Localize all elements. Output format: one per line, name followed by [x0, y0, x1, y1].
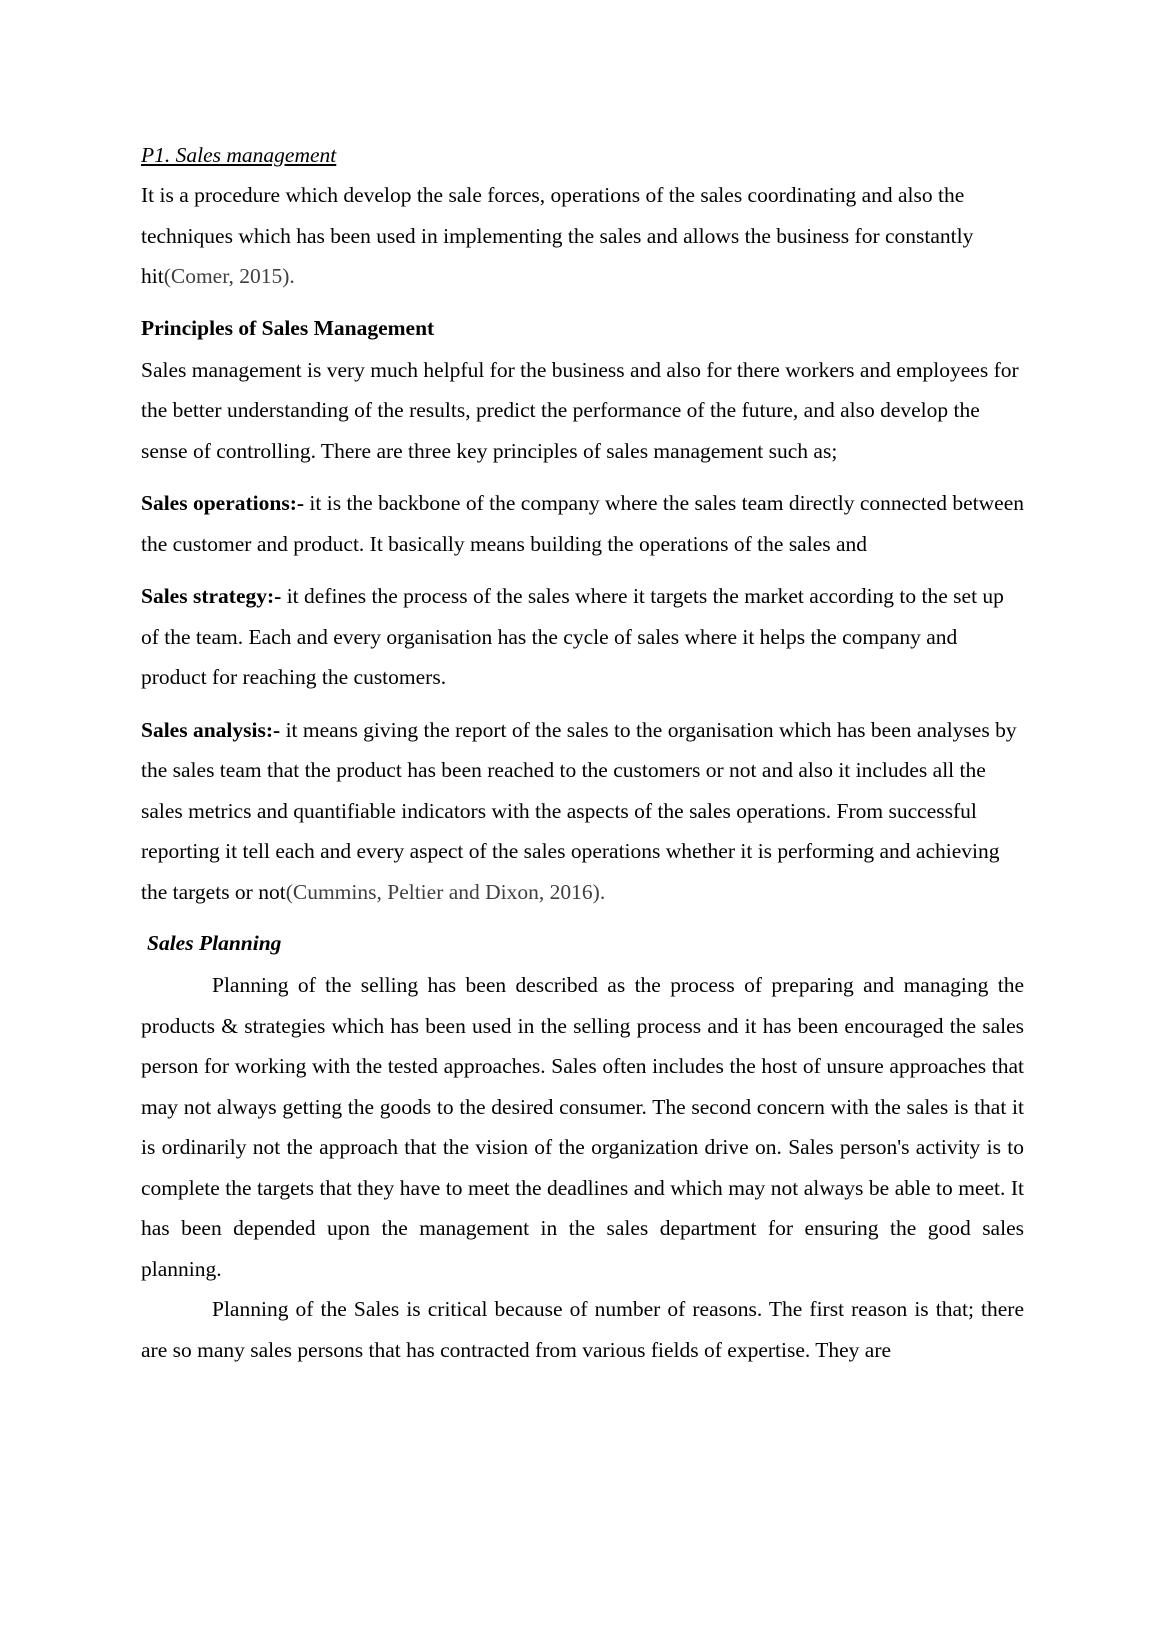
principle-term: Sales strategy:-	[141, 584, 282, 608]
principle-text: it is the backbone of the company where the sales team directly connected between the customer and product. It basically means building the operations of the sales and	[141, 491, 1025, 556]
sales-planning-heading: Sales Planning	[147, 931, 282, 955]
intro-paragraph	[141, 175, 1024, 297]
planning-paragraph-2: Planning of the Sales is critical because of number of reasons. The first reason is that; there are so many sales persons that has contracted from various fields of expertise. They are	[141, 1297, 1024, 1362]
planning-paragraph-1: Planning of the selling has been described as the process of preparing and managing the products & strategies which has been used in the selling process and it has been encouraged the sales person for working with the tested approaches. Sales often includes the host of unsure approaches that may not always getting the goods to the desired consumer. The second concern with the sales is that it is ordinarily not the approach that the vision of the organization drive on. Sales person's activity is to complete the targets that they have to meet the deadlines and which may not always be able to meet. It has been depended upon the management in the sales department for ensuring the good sales planning.	[141, 973, 1024, 1281]
principle-citation: (Cummins, Peltier and Dixon, 2016).	[285, 879, 606, 904]
principles-heading: Principles of Sales Management	[141, 315, 435, 340]
principle-text: it defines the process of the sales where it targets the market according to the set up of the team. Each and every organisation has the cycle of sales where it helps the company and product for reaching the customers.	[141, 584, 1004, 689]
principle-item-operations	[141, 483, 1024, 564]
intro-citation: (Comer, 2015).	[163, 264, 295, 288]
principles-intro-paragraph: Sales management is very much helpful for the business and also for there workers and employees for the better understanding of the results, predict the performance of the future, and also develop the sense of controlling. There are three key principles of sales management such as;	[141, 357, 1019, 463]
intro-text: It is a procedure which develop the sale forces, operations of the sales coordinating and also the techniques which has been used in implementing the sales and allows the business for constantly hit	[141, 183, 974, 288]
principle-item-analysis	[141, 710, 1024, 913]
principle-term: Sales operations:-	[141, 491, 305, 515]
principle-item-strategy	[141, 576, 1024, 698]
principle-term: Sales analysis:-	[141, 717, 281, 742]
section-title-p1: P1. Sales management	[141, 143, 337, 167]
document-page	[141, 138, 1024, 1370]
principle-text: it means giving the report of the sales to the organisation which has been analyses by the sales team that the product has been reached to the customers or not and also it includes all the sales metrics and quantifiable indicators with the aspects of the sales operations. From successful reporting it tell each and every aspect of the sales operations whether it is performing and achieving the targets or not	[141, 717, 1017, 904]
